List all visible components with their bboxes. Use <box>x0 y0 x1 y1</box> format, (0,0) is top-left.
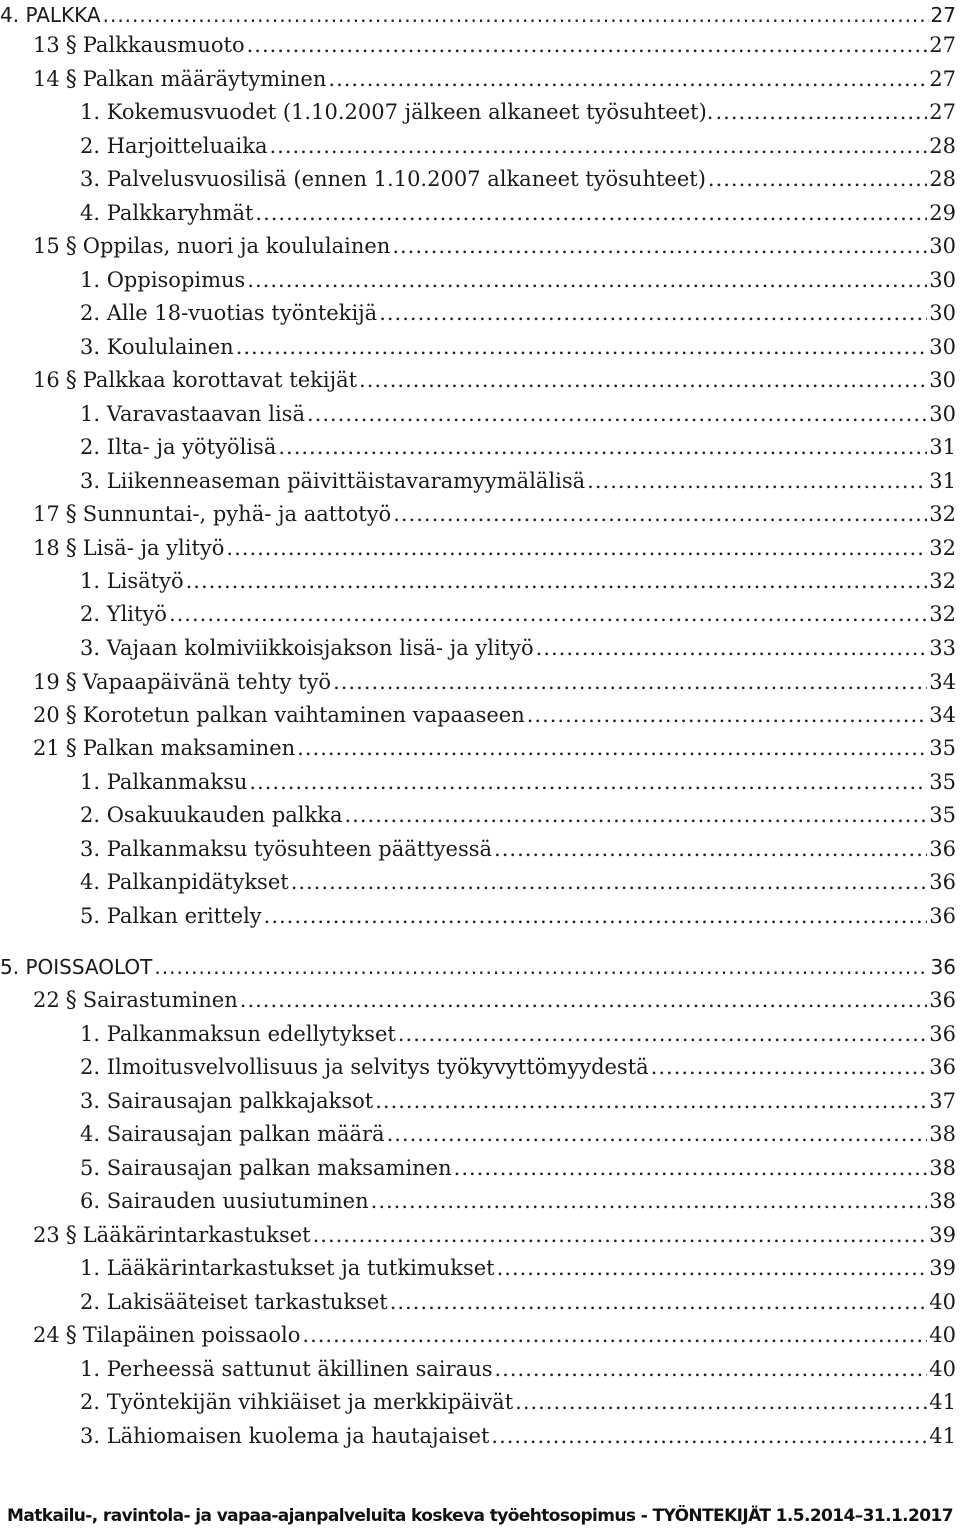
page-number: 35 <box>929 770 956 794</box>
page-number: 39 <box>929 1256 956 1280</box>
dot-leader <box>264 901 928 931</box>
toc-subsection-entry <box>80 97 956 127</box>
page-number: 30 <box>929 368 956 392</box>
toc-section-entry <box>33 30 956 60</box>
section-number: 13 <box>33 33 60 57</box>
toc-section-entry <box>33 499 956 529</box>
page-number: 38 <box>929 1156 956 1180</box>
entry-title: 2. Ylityö <box>80 602 167 626</box>
entry-title: 4. Palkanpidätykset <box>80 870 289 894</box>
page-number: 36 <box>929 837 956 861</box>
dot-leader <box>240 985 928 1015</box>
entry-title: 2. Työntekijän vihkiäiset ja merkkipäivät <box>80 1390 514 1414</box>
page-number: 36 <box>929 1055 956 1079</box>
entry-title: Korotetun palkan vaihtaminen vapaaseen <box>82 703 525 727</box>
page-number: 27 <box>929 100 956 124</box>
section-number: 18 <box>33 536 60 560</box>
page-number: 36 <box>930 955 956 979</box>
dot-leader <box>497 1253 928 1283</box>
section-number: 22 <box>33 988 60 1012</box>
section-number: 17 <box>33 502 60 526</box>
toc-subsection-entry <box>80 265 956 295</box>
page-number: 33 <box>929 636 956 660</box>
toc-subsection-entry <box>80 131 956 161</box>
dot-leader <box>186 566 928 596</box>
dot-leader <box>103 0 929 30</box>
entry-title: 3. Sairausajan palkkajaksot <box>80 1089 374 1113</box>
dot-leader <box>708 164 927 194</box>
page-number: 36 <box>929 870 956 894</box>
entry-title: 3. Koululainen <box>80 335 234 359</box>
page-number: 32 <box>929 602 956 626</box>
entry-title: Vapaapäivänä tehty työ <box>82 670 332 694</box>
section-sign-icon: § <box>65 368 77 393</box>
dot-leader <box>371 1186 928 1216</box>
entry-title: Sunnuntai-, pyhä- ja aattotyö <box>82 502 392 526</box>
page-number: 32 <box>929 502 956 526</box>
page-number: 27 <box>929 33 956 57</box>
entry-title: Sairastuminen <box>82 988 238 1012</box>
dot-leader <box>454 1153 928 1183</box>
dot-leader <box>536 633 928 663</box>
page-number: 38 <box>929 1189 956 1213</box>
section-sign-icon: § <box>65 670 77 695</box>
dot-leader <box>716 97 928 127</box>
section-number: 23 <box>33 1223 60 1247</box>
dot-leader <box>393 499 927 529</box>
dot-leader <box>247 30 928 60</box>
page-number: 41 <box>929 1424 956 1448</box>
dot-leader <box>494 834 927 864</box>
toc-subsection-entry <box>80 164 956 194</box>
dot-leader <box>226 533 927 563</box>
dot-leader <box>302 1320 927 1350</box>
toc-subsection-entry <box>80 633 956 663</box>
section-number: 21 <box>33 736 60 760</box>
entry-title: 2. Alle 18-vuotias työntekijä <box>80 301 378 325</box>
entry-title: 2. Ilta- ja yötyölisä <box>80 435 277 459</box>
entry-title: 3. Palkanmaksu työsuhteen päättyessä <box>80 837 493 861</box>
toc-subsection-entry <box>80 901 956 931</box>
dot-leader <box>587 466 927 496</box>
dot-leader <box>236 332 928 362</box>
dot-leader <box>345 800 928 830</box>
dot-leader <box>297 733 927 763</box>
entry-title: 3. Liikenneaseman päivittäistavaramyymälälisä <box>80 469 586 493</box>
section-sign-icon: § <box>65 33 77 58</box>
dot-leader <box>359 365 927 395</box>
entry-title: 1. Lääkärintarkastukset ja tutkimukset <box>80 1256 495 1280</box>
entry-title: 4. Palkkaryhmät <box>80 201 254 225</box>
section-sign-icon: § <box>65 234 77 259</box>
page-number: 28 <box>929 167 956 191</box>
toc-subsection-entry <box>80 198 956 228</box>
dot-leader <box>291 867 928 897</box>
entry-title: 3. Palvelusvuosilisä (ennen 1.10.2007 alkaneet työsuhteet) <box>80 167 706 191</box>
dot-leader <box>527 700 928 730</box>
toc-subsection-entry <box>80 1119 956 1149</box>
page-number: 29 <box>929 201 956 225</box>
entry-title: 1. Palkanmaksun edellytykset <box>80 1022 396 1046</box>
toc-chapter-entry <box>0 952 956 982</box>
toc-section-entry <box>33 231 956 261</box>
page-number: 32 <box>929 536 956 560</box>
section-sign-icon: § <box>65 536 77 561</box>
dot-leader <box>390 1287 928 1317</box>
entry-title: Lääkärintarkastukset <box>82 1223 311 1247</box>
toc-subsection-entry <box>80 466 956 496</box>
entry-title: 1. Palkanmaksu <box>80 770 248 794</box>
page-number: 30 <box>929 234 956 258</box>
section-sign-icon: § <box>65 703 77 728</box>
page-number: 28 <box>929 134 956 158</box>
dot-leader <box>387 1119 928 1149</box>
page-number: 35 <box>929 736 956 760</box>
entry-title: 1. Kokemusvuodet (1.10.2007 jälkeen alkaneet työsuhteet). <box>80 100 714 124</box>
entry-title: 4. Sairausajan palkan määrä <box>80 1122 385 1146</box>
section-sign-icon: § <box>65 988 77 1013</box>
section-number: 16 <box>33 368 60 392</box>
page-number: 30 <box>929 301 956 325</box>
entry-title: 1. Perheessä sattunut äkillinen sairaus <box>80 1357 493 1381</box>
entry-title: 2. Ilmoitusvelvollisuus ja selvitys työkyvyttömyydestä <box>80 1055 649 1079</box>
dot-leader <box>269 131 927 161</box>
page-number: 40 <box>929 1290 956 1314</box>
section-number: 14 <box>33 67 60 91</box>
page-number: 40 <box>929 1323 956 1347</box>
toc-subsection-entry <box>80 399 956 429</box>
toc-subsection-entry <box>80 599 956 629</box>
section-sign-icon: § <box>65 1223 77 1248</box>
page-number: 35 <box>929 803 956 827</box>
dot-leader <box>249 767 927 797</box>
toc-subsection-entry <box>80 834 956 864</box>
entry-title: Palkan määräytyminen <box>82 67 327 91</box>
toc-subsection-entry <box>80 1354 956 1384</box>
toc-subsection-entry <box>80 1086 956 1116</box>
dot-leader <box>375 1086 927 1116</box>
entry-title: Lisä- ja ylityö <box>82 536 225 560</box>
entry-title: Tilapäinen poissaolo <box>82 1323 301 1347</box>
page-number: 30 <box>929 402 956 426</box>
entry-title: 3. Vajaan kolmiviikkoisjakson lisä- ja ylityö <box>80 636 534 660</box>
page-number: 39 <box>929 1223 956 1247</box>
page-number: 34 <box>929 670 956 694</box>
dot-leader <box>515 1387 927 1417</box>
dot-leader <box>379 298 927 328</box>
dot-leader <box>278 432 927 462</box>
dot-leader <box>333 667 927 697</box>
entry-title: 5. Sairausajan palkan maksaminen <box>80 1156 452 1180</box>
page-number: 36 <box>929 904 956 928</box>
section-sign-icon: § <box>65 502 77 527</box>
page-number: 40 <box>929 1357 956 1381</box>
entry-title: Oppilas, nuori ja koululainen <box>82 234 391 258</box>
entry-title: Palkan maksaminen <box>82 736 296 760</box>
page-number: 27 <box>930 3 956 27</box>
page-number: 30 <box>929 268 956 292</box>
toc-subsection-entry <box>80 1253 956 1283</box>
page-number: 32 <box>929 569 956 593</box>
dot-leader <box>398 1019 927 1049</box>
dot-leader <box>328 64 927 94</box>
entry-title: 4. PALKKA <box>0 3 101 27</box>
entry-title: 1. Lisätyö <box>80 569 184 593</box>
toc-subsection-entry <box>80 1186 956 1216</box>
toc-section-entry <box>33 1220 956 1250</box>
toc-subsection-entry <box>80 432 956 462</box>
toc-subsection-entry <box>80 1287 956 1317</box>
entry-title: 3. Lähiomaisen kuolema ja hautajaiset <box>80 1424 490 1448</box>
section-number: 15 <box>33 234 60 258</box>
toc-section-entry <box>33 1320 956 1350</box>
toc-section-entry <box>33 667 956 697</box>
toc-subsection-entry <box>80 1153 956 1183</box>
page-footer: Matkailu-, ravintola- ja vapaa-ajanpalveluita koskeva työehtosopimus - TYÖNTEKIJÄT 1.5.2014–31.1.2017 <box>7 1506 953 1526</box>
toc-section-entry <box>33 700 956 730</box>
section-sign-icon: § <box>65 67 77 92</box>
entry-title: 2. Harjoitteluaika <box>80 134 268 158</box>
dot-leader <box>392 231 927 261</box>
page-number: 34 <box>929 703 956 727</box>
section-number: 24 <box>33 1323 60 1347</box>
toc-subsection-entry <box>80 332 956 362</box>
page-number: 36 <box>929 988 956 1012</box>
entry-title: 2. Lakisääteiset tarkastukset <box>80 1290 388 1314</box>
entry-title: 2. Osakuukauden palkka <box>80 803 343 827</box>
toc-subsection-entry <box>80 767 956 797</box>
page-number: 37 <box>929 1089 956 1113</box>
page-number: 31 <box>929 435 956 459</box>
page-number: 31 <box>929 469 956 493</box>
toc-section-entry <box>33 64 956 94</box>
entry-title: 5. Palkan erittely <box>80 904 262 928</box>
entry-title: 5. POISSAOLOT <box>0 955 153 979</box>
entry-title: Palkkaa korottavat tekijät <box>82 368 358 392</box>
toc-section-entry <box>33 985 956 1015</box>
toc-subsection-entry <box>80 867 956 897</box>
toc-subsection-entry <box>80 566 956 596</box>
entry-title: 1. Varavastaavan lisä <box>80 402 305 426</box>
dot-leader <box>169 599 927 629</box>
toc-section-entry <box>33 365 956 395</box>
dot-leader <box>651 1052 928 1082</box>
section-number: 19 <box>33 670 60 694</box>
page-number: 27 <box>929 67 956 91</box>
dot-leader <box>495 1354 928 1384</box>
toc-subsection-entry <box>80 800 956 830</box>
dot-leader <box>313 1220 928 1250</box>
toc-subsection-entry <box>80 298 956 328</box>
dot-leader <box>255 198 927 228</box>
dot-leader <box>247 265 927 295</box>
toc-section-entry <box>33 733 956 763</box>
dot-leader <box>307 399 927 429</box>
page-number: 30 <box>929 335 956 359</box>
toc-section-entry <box>33 533 956 563</box>
page-number: 36 <box>929 1022 956 1046</box>
entry-title: Palkkausmuoto <box>82 33 245 57</box>
page-number: 41 <box>929 1390 956 1414</box>
section-sign-icon: § <box>65 736 77 761</box>
entry-title: 6. Sairauden uusiutuminen <box>80 1189 369 1213</box>
toc-subsection-entry <box>80 1052 956 1082</box>
toc-subsection-entry <box>80 1387 956 1417</box>
dot-leader <box>491 1421 927 1451</box>
toc-subsection-entry <box>80 1421 956 1451</box>
dot-leader <box>154 952 928 982</box>
section-sign-icon: § <box>65 1323 77 1348</box>
toc-subsection-entry <box>80 1019 956 1049</box>
toc-chapter-entry <box>0 0 956 30</box>
entry-title: 1. Oppisopimus <box>80 268 246 292</box>
section-number: 20 <box>33 703 60 727</box>
page-number: 38 <box>929 1122 956 1146</box>
